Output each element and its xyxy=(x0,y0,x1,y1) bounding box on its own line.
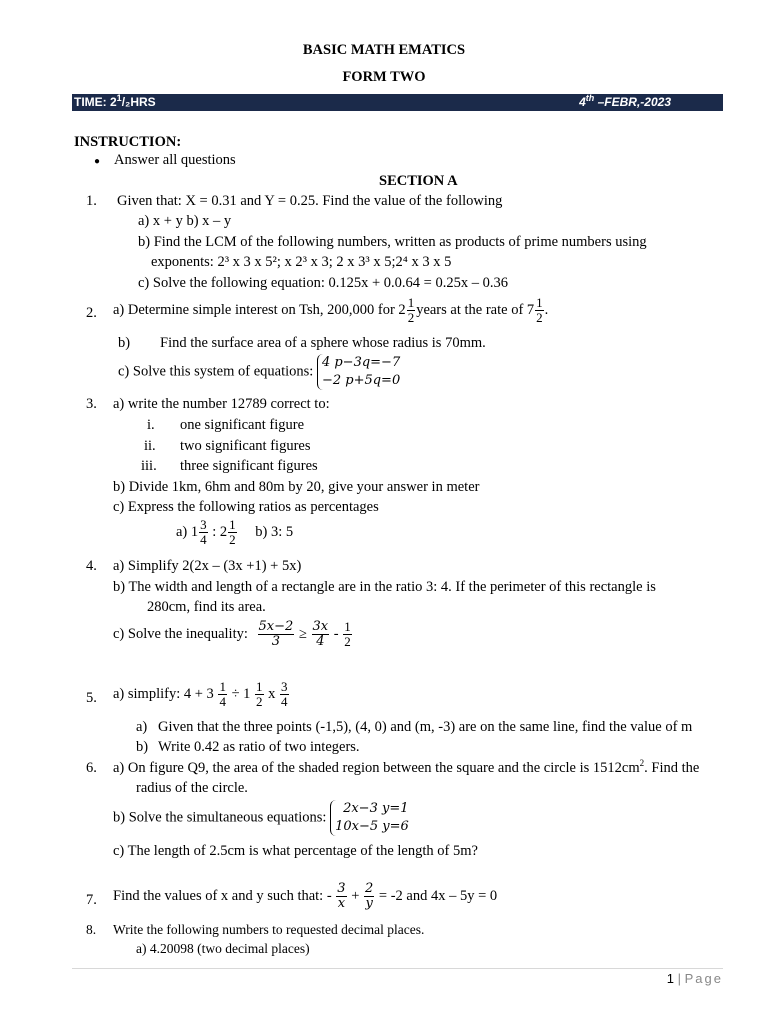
q3-part-b: b) Divide 1km, 6hm and 80m by 20, give your answer in meter xyxy=(113,479,480,495)
q1-part-b: b) Find the LCM of the following numbers, written as products of prime numbers using xyxy=(138,234,647,250)
fraction: $\frac{3}{4}$ xyxy=(200,517,207,547)
footer-divider xyxy=(72,968,723,969)
q6-part-b: b) Solve the simultaneous equations: 2x−3 y=1 10x−5 y=6 xyxy=(113,801,409,834)
fraction: $\frac{1}{2}$ xyxy=(344,619,351,649)
instruction-heading: INSTRUCTION: xyxy=(74,134,182,150)
list-item: one significant figure xyxy=(180,417,305,433)
list-item: Write 0.42 as ratio of two integers. xyxy=(158,739,360,755)
form-label: FORM TWO xyxy=(342,69,426,85)
fraction: $\frac{1}{2}$ xyxy=(407,295,415,325)
bullet-icon: ● xyxy=(94,156,101,167)
question-number: 3. xyxy=(86,396,97,412)
list-item: three significant figures xyxy=(180,458,318,474)
question-number: 2. xyxy=(86,305,97,321)
q6-part-a-cont: radius of the circle. xyxy=(136,780,248,796)
question-number: 5. xyxy=(86,690,97,706)
fraction: $\frac{1}{4}$ xyxy=(219,679,226,709)
list-number: a) xyxy=(136,719,148,735)
fraction: $\frac{5x-2}{3}$ xyxy=(258,619,294,649)
instruction-bullet: ● Answer all questions xyxy=(94,152,236,168)
page-number: 1 xyxy=(666,971,675,986)
list-number: ii. xyxy=(144,438,156,454)
list-number: b) xyxy=(136,739,149,755)
page-footer: 1 | Page xyxy=(666,971,723,986)
fraction: $\frac{3x}{4}$ xyxy=(312,619,329,649)
q7-stem: Find the values of x and y such that: - $\frac{3}{x}$ + $\frac{2}{y}$ = -2 and 4x – 5y = 0 xyxy=(113,881,498,911)
list-item: Given that the three points (-1,5), (4, 0) and (m, -3) are on the same line, find the value of m xyxy=(158,719,693,735)
fraction: $\frac{2}{y}$ xyxy=(365,881,374,911)
equation-system: 4 p−3q=−7 −2 p+5q=0 xyxy=(317,354,400,390)
q1-stem: Given that: X = 0.31 and Y = 0.25. Find the value of the following xyxy=(117,193,503,209)
exam-date: 4th –FEBR,-2023 xyxy=(579,93,671,109)
q5-part-a: a) simplify: 4 + 3 $\frac{1}{4}$ ÷ 1 $\frac{1}{2}$ x $\frac{3}{4}$ xyxy=(113,679,288,709)
q6-part-a: a) On figure Q9, the area of the shaded region between the square and the circle is $1512cm^2$. Find the xyxy=(113,758,700,776)
fraction: $\frac{1}{2}$ xyxy=(256,679,263,709)
list-item: two significant figures xyxy=(180,438,311,454)
list-number: iii. xyxy=(141,458,157,474)
question-number: 4. xyxy=(86,558,97,574)
section-heading: SECTION A xyxy=(379,173,458,189)
q1-part-c: c) Solve the following equation: 0.125x + 0.0.64 = 0.25x – 0.36 xyxy=(138,275,508,291)
q6-part-c: c) The length of 2.5cm is what percentage of the length of 5m? xyxy=(113,843,478,859)
q1-part-b-cont: exponents: 2³ x 3 x 5²; x 2³ x 3; 2 x 3³ x 5;2⁴ x 3 x 5 xyxy=(151,254,452,270)
question-number: 1. xyxy=(86,193,97,209)
q8-stem: Write the following numbers to requested decimal places. xyxy=(113,922,425,937)
question-number: 8. xyxy=(86,922,97,937)
time-date-banner xyxy=(72,94,723,111)
equation-system: 2x−3 y=1 10x−5 y=6 xyxy=(330,800,409,836)
q2-part-a: a) Determine simple interest on Tsh, 200,000 for 2 $\frac{1}{2}$ years at the rate of 7 $\frac{1}{2}$ . xyxy=(113,295,549,325)
list-number: i. xyxy=(147,417,155,433)
time-label: TIME: $2^1$/₂HRS xyxy=(74,93,156,109)
page-label: Page xyxy=(684,971,723,986)
fraction: $\frac{1}{2}$ xyxy=(536,295,543,325)
question-number: 7. xyxy=(86,892,97,908)
q3-ratio-a: a) 1 $\frac{3}{4}$ : 2 $\frac{1}{2}$ b) 3: 5 xyxy=(176,517,294,547)
fraction: $\frac{1}{2}$ xyxy=(229,517,236,547)
q3-ratio-b: b) 3: 5 xyxy=(255,523,294,540)
q4-part-a: a) Simplify 2(2x – (3x +1) + 5x) xyxy=(113,558,302,574)
q4-part-b: b) The width and length of a rectangle are in the ratio 3: 4. If the perimeter of this rectangle is xyxy=(113,579,656,595)
fraction: $\frac{3}{4}$ xyxy=(281,679,288,709)
q1-part-a: a) x + y b) x – y xyxy=(138,213,232,229)
q3-part-c: c) Express the following ratios as percentages xyxy=(113,499,379,515)
question-number: 6. xyxy=(86,760,97,776)
q4-part-c: c) Solve the inequality: $\frac{5x-2}{3}$ ≥ $\frac{3x}{4}$ - $\frac{1}{2}$ xyxy=(113,619,351,649)
document-title: BASIC MATH EMATICS xyxy=(302,42,466,58)
q2-part-b-label: b) xyxy=(118,335,131,351)
q8-part-a: a) 4.20098 (two decimal places) xyxy=(136,941,310,956)
q2-part-c: c) Solve this system of equations: 4 p−3q=−7 −2 p+5q=0 xyxy=(118,355,401,388)
q2-part-b: Find the surface area of a sphere whose radius is 70mm. xyxy=(160,335,486,351)
fraction: $\frac{3}{x}$ xyxy=(337,881,346,911)
q4-part-b-cont: 280cm, find its area. xyxy=(147,599,266,615)
q3-part-a: a) write the number 12789 correct to: xyxy=(113,396,330,412)
